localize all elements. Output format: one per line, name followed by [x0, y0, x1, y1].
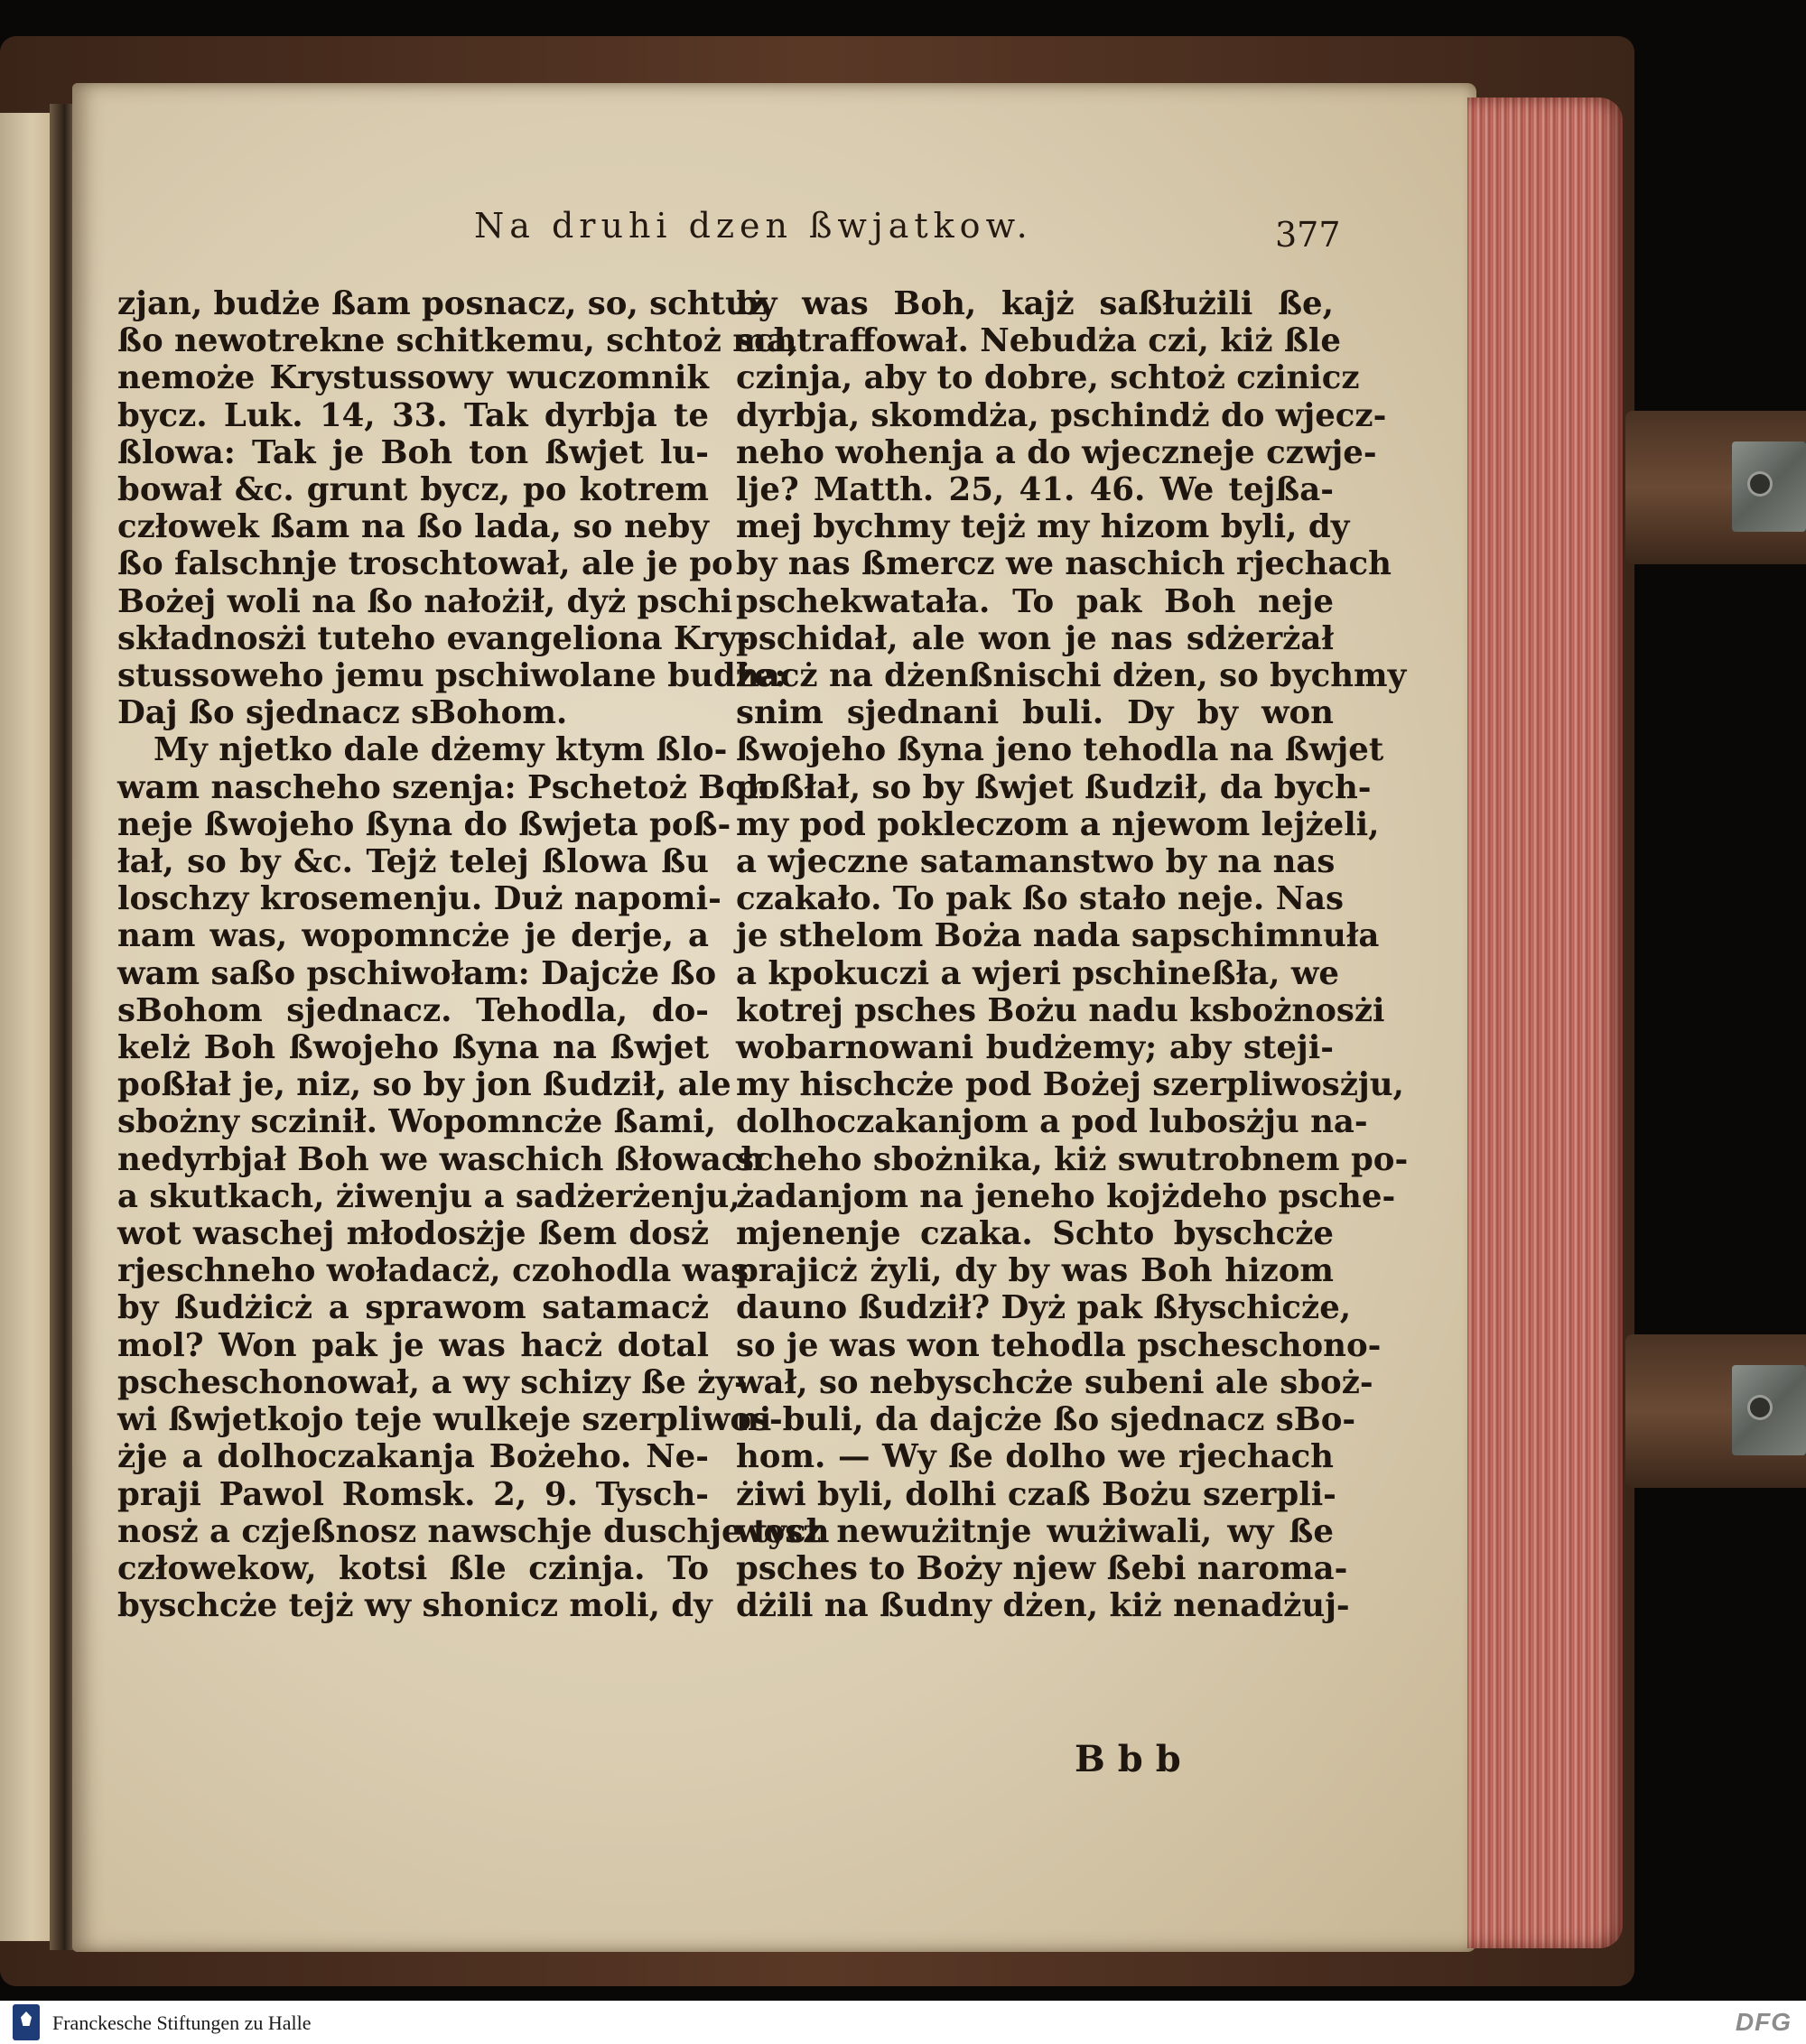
text-line: kelż Boh ßwojeho ßyna na ßwjet	[117, 1029, 709, 1067]
text-line: nedyrbjał Boh we waschich ßłowach	[117, 1140, 765, 1178]
rivet-icon	[1750, 474, 1770, 494]
text-line: czinja, aby to dobre, schtoż czinicz	[736, 359, 1360, 397]
text-column-left	[117, 285, 830, 1625]
text-line: my hischcże pod Bożej szerpliwosżju,	[736, 1066, 1404, 1104]
running-head: Na druhi dzen ßwjatkow.	[474, 206, 1033, 246]
text-line: ßlowa: Tak je Boh ton ßwjet lu-	[117, 433, 709, 471]
text-line: dżili na ßudny dżen, kiż nenadżuj-	[736, 1587, 1350, 1625]
text-line: ßwojeho ßyna jeno tehodla na ßwjet	[736, 731, 1384, 769]
text-line: neho wohenja a do wjeczneje czwje-	[736, 433, 1377, 471]
text-line: wot waschej młodosżje ßem dosż	[117, 1215, 709, 1253]
institution-logo-icon	[13, 2004, 40, 2040]
text-line: wam saßo pschiwołam: Dajcże ßo	[117, 954, 717, 992]
text-line: a kpokuczi a wjeri pschineßła, we	[736, 954, 1339, 992]
institution-name: Franckesche Stiftungen zu Halle	[52, 2011, 312, 2034]
text-line: dolhoczakanjom a pod lubosżju na-	[736, 1103, 1368, 1141]
text-line: schtraffował. Nebudża czi, kiż ßle	[736, 322, 1341, 360]
text-line: praji Pawol Romsk. 2, 9. Tysch-	[117, 1475, 709, 1513]
page-edges	[1467, 98, 1623, 1948]
clasp-upper	[1625, 411, 1806, 564]
text-line: by nas ßmercz we naschich rjechach	[736, 545, 1392, 583]
text-line: nemoże Krystussowy wuczomnik	[117, 359, 709, 397]
text-line: by ßudżicż a sprawom satamacż	[117, 1289, 709, 1327]
text-line: nam was, wopomncże je derje, a	[117, 917, 709, 955]
text-line: zjan, budże ßam posnacz, so, schtuż	[117, 285, 767, 322]
text-line: kotrej psches Bożu nadu ksbożnosżi	[736, 991, 1385, 1029]
text-line: my pod pokleczom a njewom lejżeli,	[736, 805, 1380, 843]
text-line: bował &c. grunt bycz, po kotrem	[117, 471, 709, 509]
dfg-logo: DFG	[1735, 2008, 1792, 2036]
text-line: a skutkach, żiwenju a sadżerżenju,	[117, 1177, 740, 1215]
text-column-right	[736, 285, 1409, 1625]
text-line: poßłał, so by ßwjet ßudził, da bych-	[736, 768, 1372, 806]
text-line: wobarnowani budżemy; aby steji-	[736, 1029, 1334, 1067]
text-line: a wjeczne satamanstwo by na nas	[736, 843, 1336, 881]
text-line: lje? Matth. 25, 41. 46. We tejßa-	[736, 471, 1334, 509]
text-line: wosż newużitnje wużiwali, wy ße	[736, 1512, 1334, 1550]
text-line: neje ßwojeho ßyna do ßwjeta poß-	[117, 805, 731, 843]
text-line: pschekwatała. To pak Boh neje	[736, 582, 1334, 620]
text-line: je sthelom Boża nada sapschimnuła	[736, 917, 1380, 955]
text-line: by was Boh, kajż saßłużili ße,	[736, 285, 1334, 322]
text-line: wi ßwjetkojo teje wulkeje szerpliwos-	[117, 1401, 783, 1439]
text-line: żadanjom na jeneho kojżdeho psche-	[736, 1177, 1396, 1215]
text-line: pscheschonował, a wy schizy ße ży-	[117, 1363, 748, 1401]
text-line: bycz. Luk. 14, 33. Tak dyrbja te	[117, 396, 709, 434]
text-line: scheho sbożnika, kiż swutrobnem po-	[736, 1140, 1409, 1178]
text-line: ni buli, da dajcże ßo sjednacz sBo-	[736, 1401, 1356, 1439]
text-line: wał, so nebyschcże subeni ale sboż-	[736, 1363, 1373, 1401]
text-line: sbożny sczinił. Wopomncże ßami,	[117, 1103, 716, 1141]
text-line: pschidał, ale won je nas sdżerżał	[736, 619, 1334, 657]
text-line: mej bychmy tejż my hizom byli, dy	[736, 508, 1350, 546]
text-line: żiwi byli, dolhi czaß Bożu szerpli-	[736, 1475, 1336, 1513]
text-line: stussoweho jemu pschiwolane budże:	[117, 657, 787, 695]
text-line: Daj ßo sjednacz sBohom.	[117, 694, 568, 732]
text-line: ßo falschnje troschtował, ale je po	[117, 545, 733, 583]
text-line: byschcże tejż wy shonicz moli, dy	[117, 1587, 712, 1625]
text-line: wam nascheho szenja: Pschetoż Boh	[117, 768, 770, 806]
clasp-lower	[1625, 1334, 1806, 1488]
text-line: rjeschneho woładacż, czohodla was	[117, 1252, 749, 1290]
text-line: człowekow, kotsi ßle czinja. To	[117, 1549, 709, 1587]
text-line: hacż na dżenßnischi dżen, so bychmy	[736, 657, 1407, 695]
text-line: mjenenje czaka. Schto byschcże	[736, 1215, 1334, 1253]
text-line: prajicż żyli, dy by was Boh hizom	[736, 1252, 1334, 1290]
text-line: czakało. To pak ßo stało neje. Nas	[736, 880, 1345, 918]
text-line: sBohom sjednacz. Tehodla, do-	[117, 991, 709, 1029]
text-line: człowek ßam na ßo lada, so neby	[117, 508, 709, 546]
text-line: łał, so by &c. Tejż telej ßlowa ßu	[117, 843, 709, 881]
text-line: poßłał je, niz, so by jon ßudził, ale	[117, 1066, 731, 1104]
text-line: składnosżi tuteho evangeliona Kry-	[117, 619, 750, 657]
text-line: Bożej woli na ßo nałożił, dyż pschi	[117, 582, 733, 620]
signature-mark: Bbb	[1075, 1738, 1194, 1780]
text-line: żje a dolhoczakanja Bożeho. Ne-	[117, 1438, 709, 1476]
text-line: psches to Boży njew ßebi naroma-	[736, 1549, 1348, 1587]
text-line: dyrbja, skomdża, pschindż do wjecz-	[736, 396, 1387, 434]
page-number: 377	[1275, 215, 1341, 255]
rivet-icon	[1750, 1398, 1770, 1417]
text-line: nosż a czjeßnosz nawschje duschje tych	[117, 1512, 830, 1550]
text-line: hom. — Wy ße dolho we rjechach	[736, 1438, 1334, 1476]
text-line: so je was won tehodla pscheschono-	[736, 1326, 1382, 1364]
footer-bar	[0, 2001, 1806, 2044]
text-line: dauno ßudził? Dyż pak ßłyschicże,	[736, 1289, 1352, 1327]
text-line: My njetko dale dżemy ktym ßlo-	[154, 731, 728, 769]
left-page-edge	[0, 113, 52, 1941]
text-line: mol? Won pak je was hacż dotal	[117, 1326, 709, 1364]
text-line: ßo newotrekne schitkemu, schtoż ma,	[117, 322, 799, 360]
text-line: snim sjednani buli. Dy by won	[736, 694, 1334, 732]
text-line: loschzy krosemenju. Duż napomi-	[117, 880, 721, 918]
